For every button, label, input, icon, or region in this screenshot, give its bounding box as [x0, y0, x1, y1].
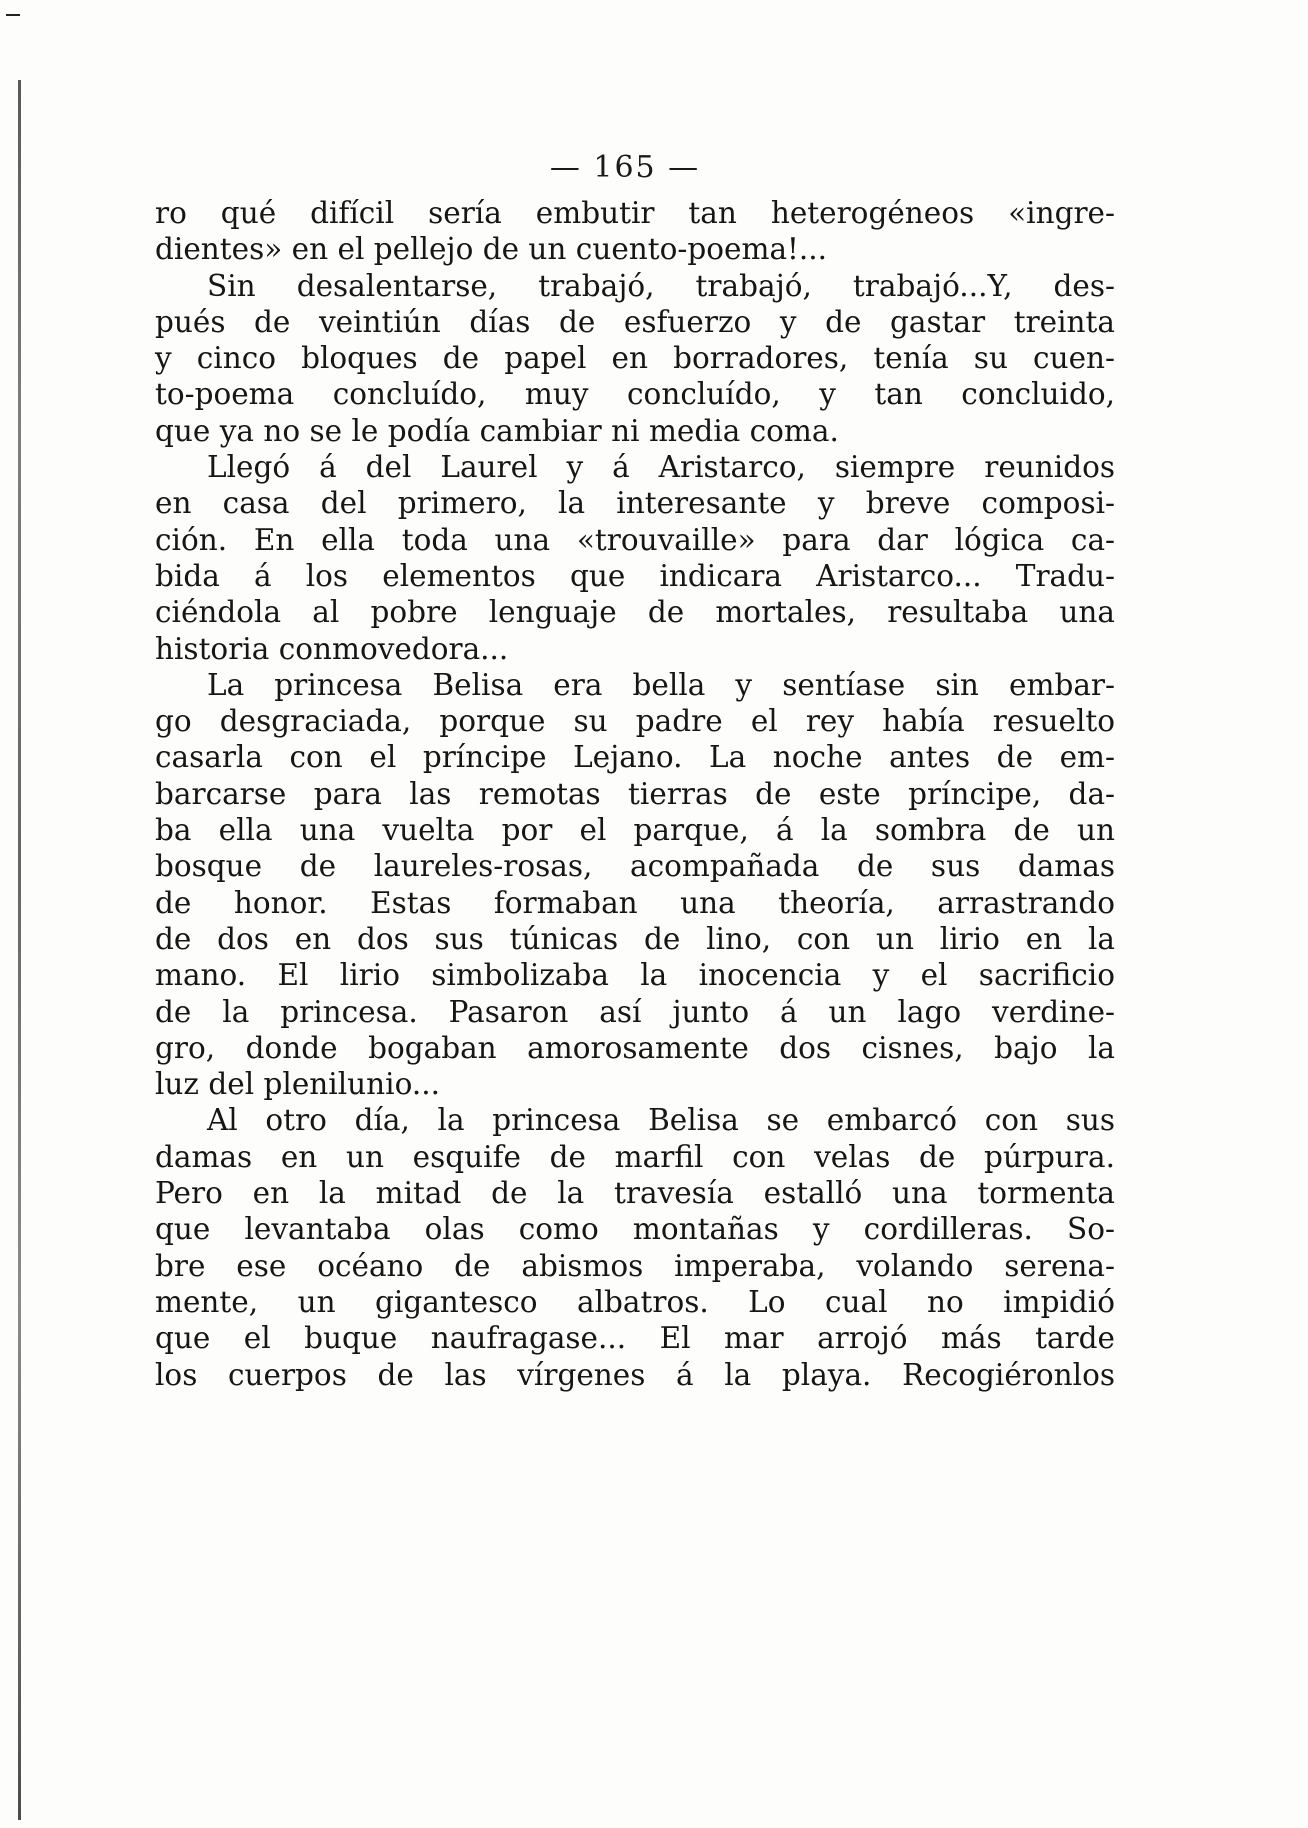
binding-edge	[18, 80, 21, 1820]
page-number: — 165 —	[549, 150, 701, 185]
body-text	[155, 195, 1115, 1393]
text-line: Llegó á del Laurel y á Aristarco, siempre reunidos	[207, 450, 1115, 485]
text-line: en casa del primero, la interesante y breve composi-	[155, 486, 1115, 521]
text-line: que ya no se le podía cambiar ni media coma.	[155, 413, 839, 448]
text-line: Sin desalentarse, trabajó, trabajó, trabajó...Y, des-	[207, 268, 1115, 303]
text-line: bosque de laureles-rosas, acompañada de sus damas	[155, 849, 1115, 884]
text-line: que el buque naufragase... El mar arrojó más tarde	[155, 1321, 1115, 1356]
text-line: bre ese océano de abismos imperaba, volando serena-	[155, 1248, 1115, 1283]
text-line: to-poema concluído, muy concluído, y tan concluido,	[155, 377, 1115, 412]
corner-mark	[6, 14, 20, 16]
text-line: bida á los elementos que indicara Aristarco... Tradu-	[155, 558, 1115, 593]
text-line: casarla con el príncipe Lejano. La noche antes de em-	[155, 740, 1115, 775]
text-line: historia conmovedora...	[155, 631, 509, 666]
text-line: los cuerpos de las vírgenes á la playa. Recogiéronlos	[155, 1357, 1115, 1392]
text-line: dientes» en el pellejo de un cuento-poema!...	[155, 232, 828, 267]
text-line: barcarse para las remotas tierras de este príncipe, da-	[155, 776, 1115, 811]
text-line: La princesa Belisa era bella y sentíase sin embar-	[207, 667, 1115, 702]
paragraph	[155, 195, 1115, 268]
paragraph	[155, 1102, 1115, 1392]
text-line: go desgraciada, porque su padre el rey había resuelto	[155, 704, 1115, 739]
text-line: Pero en la mitad de la travesía estalló una tormenta	[155, 1176, 1115, 1211]
text-line: que levantaba olas como montañas y cordilleras. So-	[155, 1212, 1115, 1247]
text-line: de dos en dos sus túnicas de lino, con un lirio en la	[155, 921, 1115, 956]
text-line: ciéndola al pobre lenguaje de mortales, resultaba una	[155, 595, 1115, 630]
text-line: y cinco bloques de papel en borradores, tenía su cuen-	[155, 341, 1115, 376]
text-line: luz del plenilunio...	[155, 1067, 440, 1102]
text-line: damas en un esquife de marfil con velas de púrpura.	[155, 1139, 1115, 1174]
paragraph	[155, 268, 1115, 449]
text-line: gro, donde bogaban amorosamente dos cisnes, bajo la	[155, 1030, 1115, 1065]
text-line: ro qué difícil sería embutir tan heterogéneos «ingre-	[155, 196, 1115, 230]
text-line: pués de veintiún días de esfuerzo y de gastar treinta	[155, 304, 1115, 339]
text-line: de honor. Estas formaban una theoría, arrastrando	[155, 885, 1115, 920]
text-line: Al otro día, la princesa Belisa se embarcó con sus	[207, 1103, 1115, 1138]
text-line: ción. En ella toda una «trouvaille» para dar lógica ca-	[155, 522, 1115, 557]
text-line: ba ella una vuelta por el parque, á la sombra de un	[155, 813, 1115, 848]
text-line: mente, un gigantesco albatros. Lo cual no impidió	[155, 1284, 1115, 1319]
text-line: de la princesa. Pasaron así junto á un lago verdine-	[155, 994, 1115, 1029]
text-line: mano. El lirio simbolizaba la inocencia y el sacrificio	[155, 958, 1115, 993]
paragraph	[155, 667, 1115, 1103]
paragraph	[155, 449, 1115, 667]
